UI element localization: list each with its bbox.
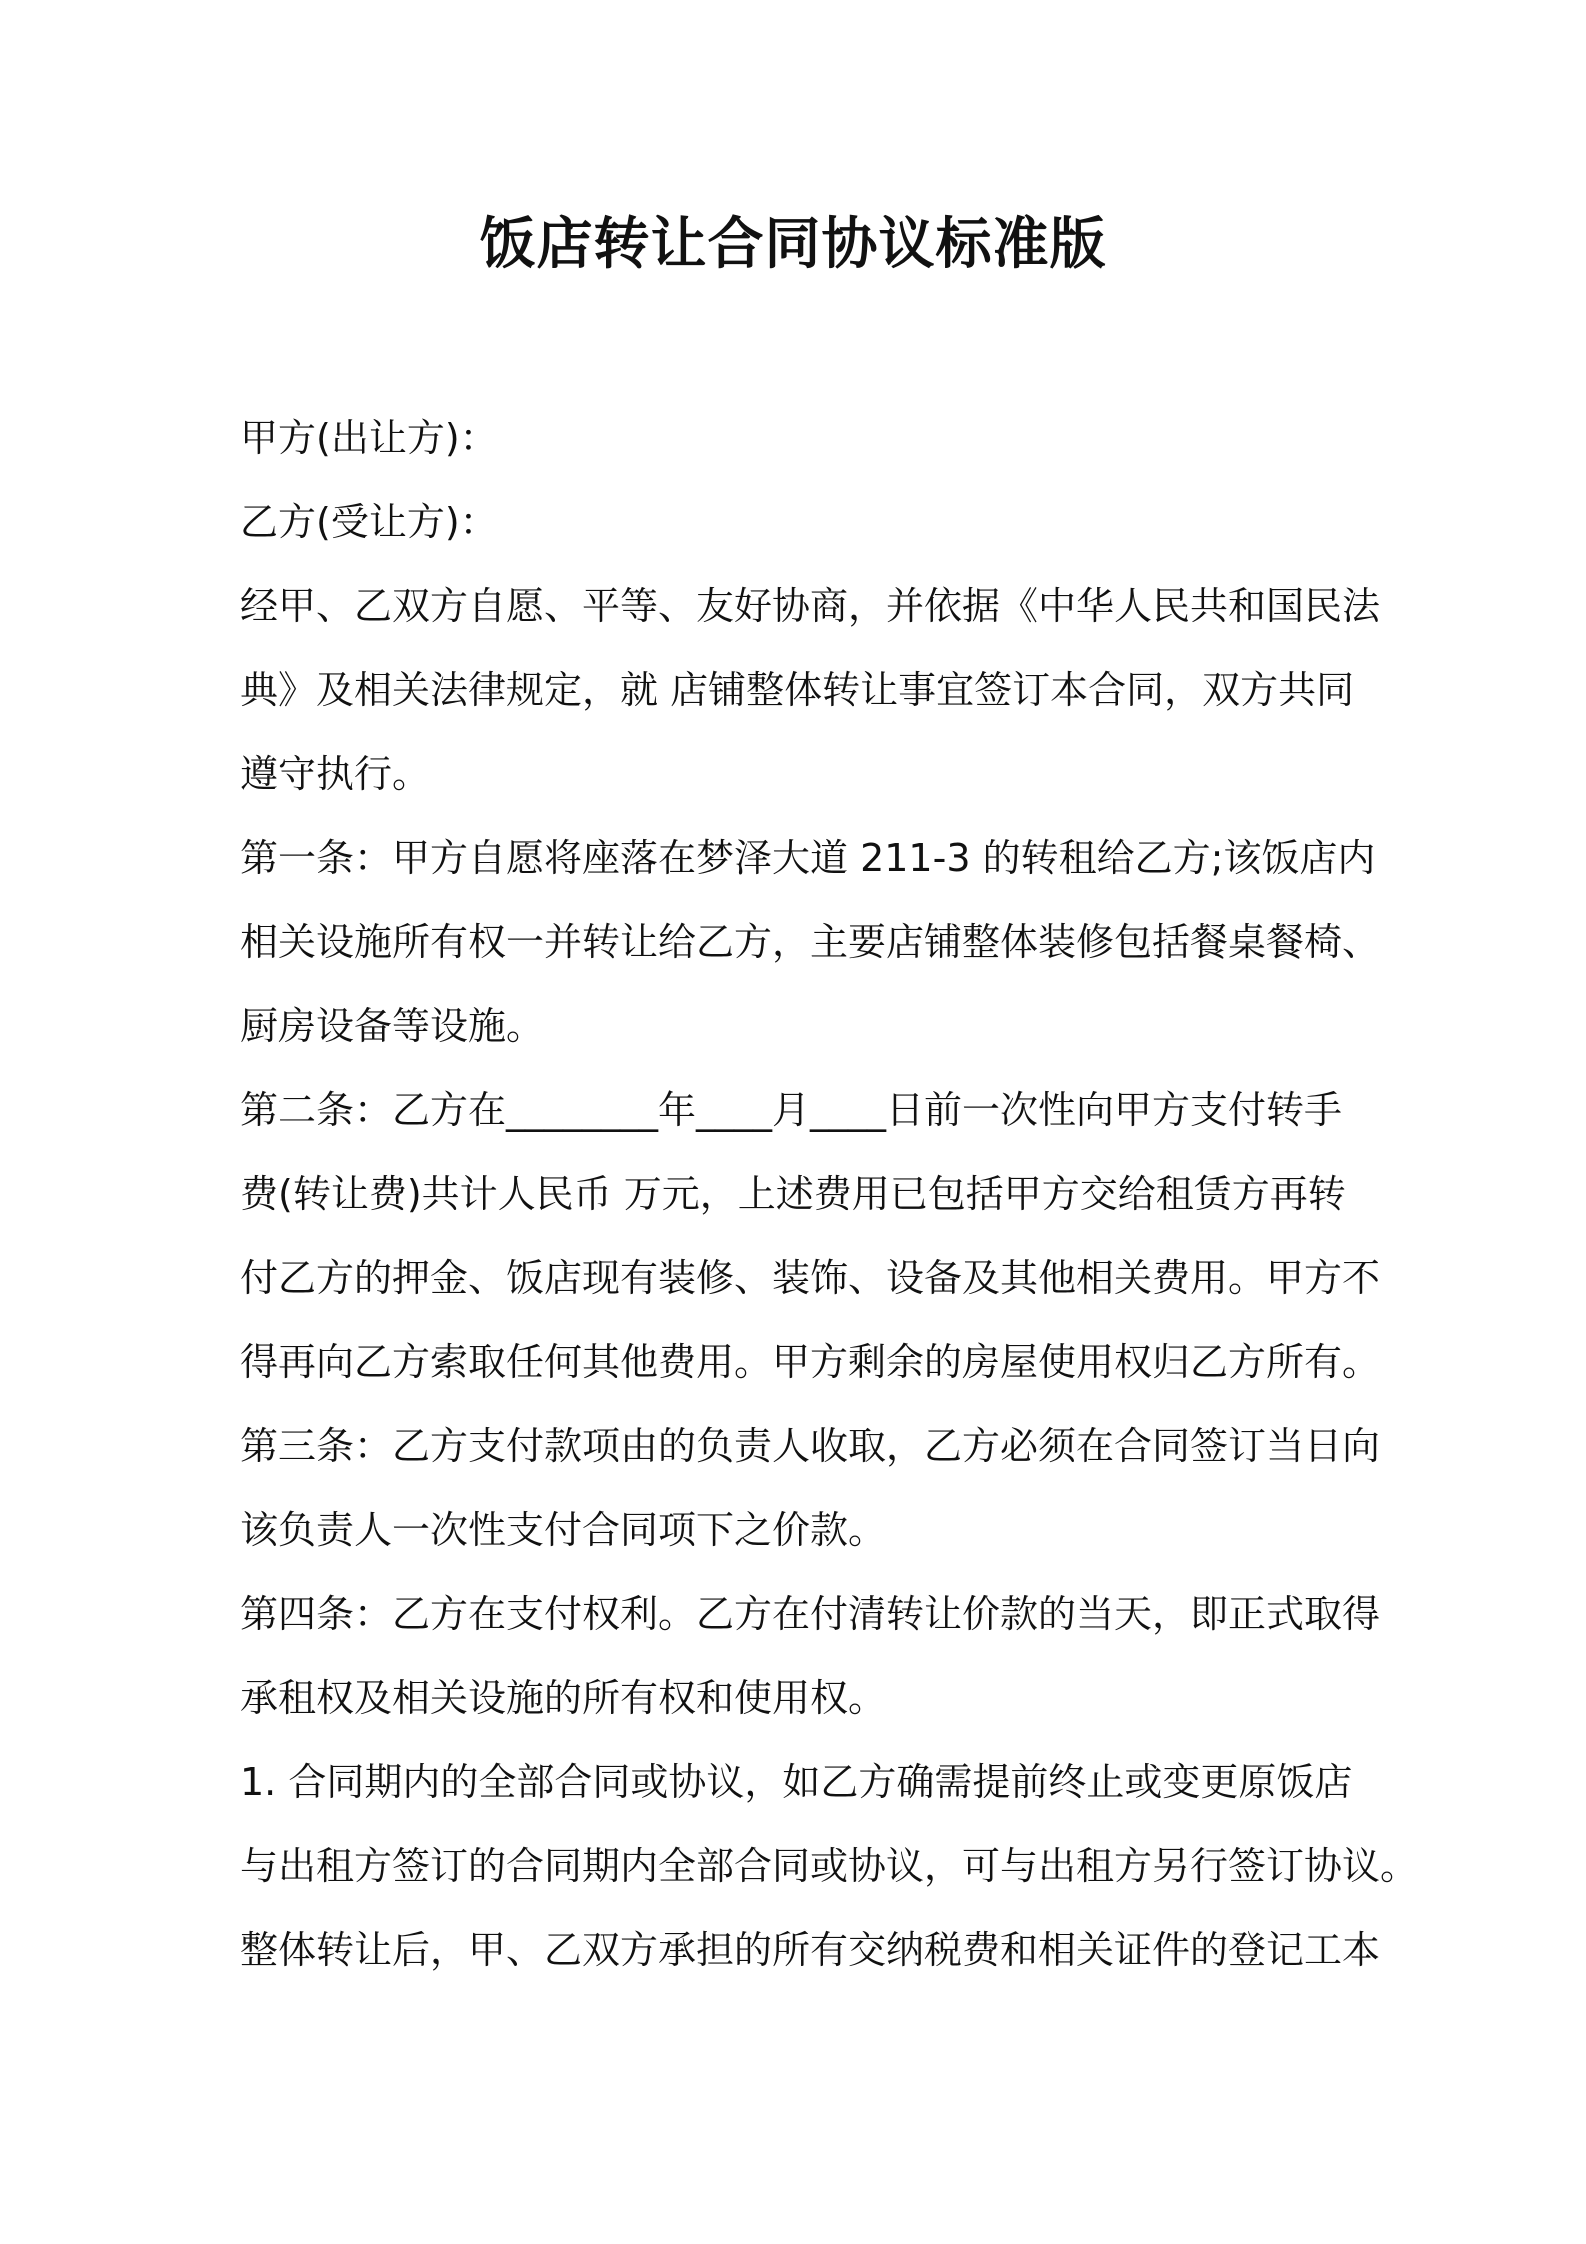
article-2-line: 第二条：乙方在________年____月____日前一次性向甲方支付转手 <box>240 1088 1343 1132</box>
article-4-line: 第四条：乙方在支付权利。乙方在付清转让价款的当天，即正式取得 <box>240 1592 1381 1636</box>
party-b-line: 乙方(受让方)： <box>240 500 498 544</box>
article-1-line: 相关设施所有权一并转让给乙方，主要店铺整体装修包括餐桌餐椅、 <box>240 920 1381 964</box>
document-body <box>240 396 1419 1992</box>
article-3-line: 第三条：乙方支付款项由的负责人收取，乙方必须在合同签订当日向 <box>240 1424 1381 1468</box>
article-2-line: 付乙方的押金、饭店现有装修、装饰、设备及其他相关费用。甲方不 <box>240 1256 1381 1300</box>
party-a-line: 甲方(出让方)： <box>240 416 498 460</box>
article-2-line: 费(转让费)共计人民币 万元，上述费用已包括甲方交给租赁方再转 <box>240 1172 1346 1216</box>
article-2-line: 得再向乙方索取任何其他费用。甲方剩余的房屋使用权归乙方所有。 <box>240 1340 1381 1384</box>
clause-1-line: 1. 合同期内的全部合同或协议，如乙方确需提前终止或变更原饭店 <box>240 1760 1353 1804</box>
preamble-line: 经甲、乙双方自愿、平等、友好协商，并依据《中华人民共和国民法 <box>240 584 1381 628</box>
article-4-line: 承租权及相关设施的所有权和使用权。 <box>240 1676 887 1720</box>
preamble-line: 典》及相关法律规定，就 店铺整体转让事宜签订本合同，双方共同 <box>240 668 1355 712</box>
article-1-line: 厨房设备等设施。 <box>240 1004 545 1048</box>
clause-1-line: 与出租方签订的合同期内全部合同或协议，可与出租方另行签订协议。 <box>240 1844 1419 1888</box>
article-1-line: 第一条：甲方自愿将座落在梦泽大道 211-3 的转租给乙方;该饭店内 <box>240 836 1376 880</box>
article-3-line: 该负责人一次性支付合同项下之价款。 <box>240 1508 887 1552</box>
clause-1-line: 整体转让后，甲、乙双方承担的所有交纳税费和相关证件的登记工本 <box>240 1928 1381 1972</box>
preamble-line: 遵守执行。 <box>240 752 431 796</box>
document-title: 饭店转让合同协议标准版 <box>479 212 1107 277</box>
